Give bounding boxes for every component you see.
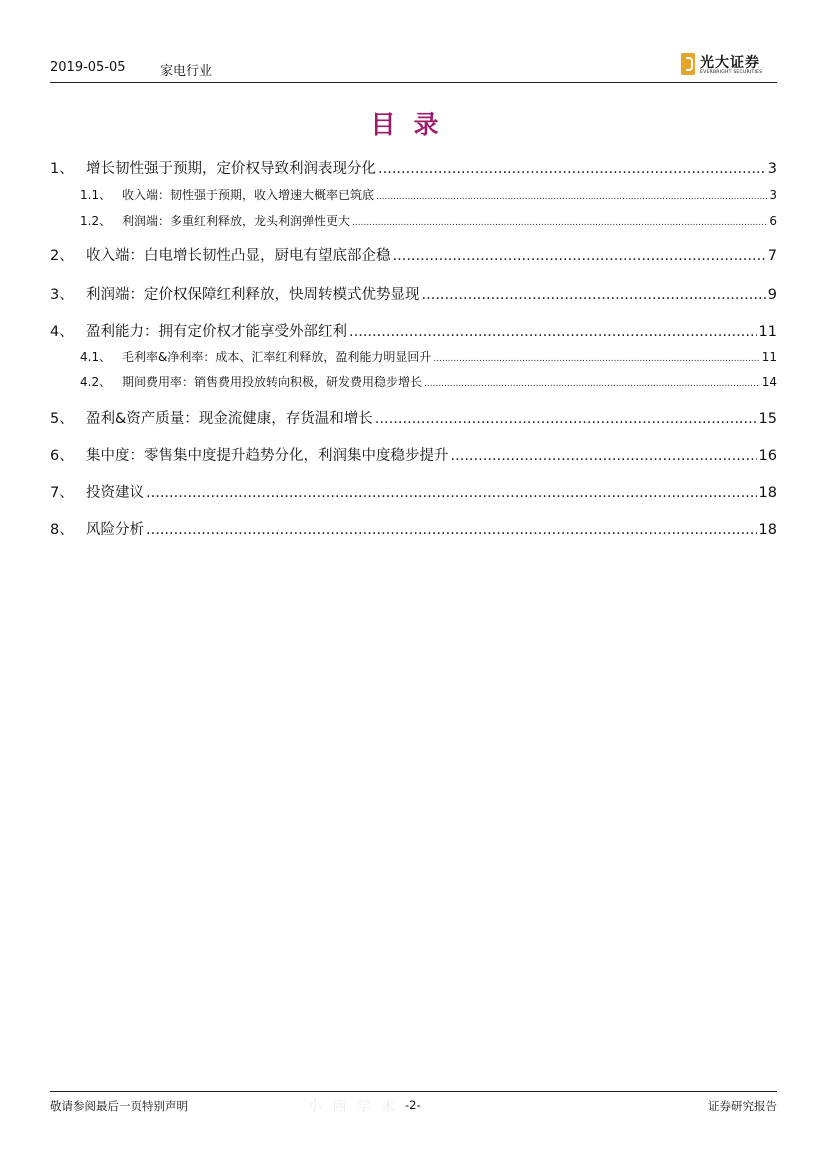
- toc-entry-page: 18: [758, 485, 777, 501]
- toc-entry-title: 投资建议: [86, 485, 144, 501]
- toc-entry[interactable]: [50, 373, 777, 390]
- toc-entry-title: 收入端：韧性强于预期，收入增速大概率已筑底: [122, 188, 375, 202]
- report-date: 2019-05-05: [50, 60, 126, 75]
- toc-entry[interactable]: [50, 481, 777, 502]
- toc-entry[interactable]: [50, 444, 777, 465]
- toc-entry-page: 3: [769, 188, 777, 202]
- toc-entry-page: 11: [758, 324, 777, 340]
- toc-title: 目录: [370, 110, 457, 139]
- toc-entry-number: 1、: [50, 161, 74, 177]
- toc-leader-dots: [378, 161, 766, 177]
- toc-entry[interactable]: [50, 518, 777, 539]
- toc-entry-number: 1.2、: [80, 214, 112, 228]
- toc-entry-number: 2、: [50, 248, 74, 264]
- toc-entry-title: 收入端：白电增长韧性凸显，厨电有望底部企稳: [86, 248, 391, 264]
- company-logo: [681, 52, 773, 78]
- toc-entry-title: 盈利&资产质量：现金流健康，存货温和增长: [86, 411, 373, 427]
- toc-entry-page: 9: [767, 287, 777, 303]
- toc-entry-number: 4.2、: [80, 375, 112, 389]
- toc-entry[interactable]: [50, 348, 777, 365]
- toc-entry-number: 3、: [50, 287, 74, 303]
- toc-entry-number: 4、: [50, 324, 74, 340]
- toc-entry-title: 利润端：多重红利释放，龙头利润弹性更大: [122, 214, 351, 228]
- logo-name-cn: 光大证券: [700, 55, 760, 71]
- toc-leader-dots: [433, 350, 759, 364]
- watermark: 小 西 学 术: [308, 1099, 399, 1115]
- toc-leader-dots: [424, 375, 760, 389]
- toc-leader-dots: [146, 522, 757, 538]
- toc-entry[interactable]: [50, 407, 777, 428]
- toc-entry-title: 集中度：零售集中度提升趋势分化，利润集中度稳步提升: [86, 448, 449, 464]
- toc-entry-page: 18: [758, 522, 777, 538]
- toc-entry-number: 7、: [50, 485, 74, 501]
- toc-entry[interactable]: [50, 186, 777, 203]
- page-number: -2-: [405, 1098, 421, 1112]
- toc-entry[interactable]: [50, 283, 777, 304]
- toc-entry-number: 8、: [50, 522, 74, 538]
- toc-entry-title: 风险分析: [86, 522, 144, 538]
- toc-entry[interactable]: [50, 157, 777, 178]
- toc-leader-dots: [352, 214, 767, 228]
- toc-leader-dots: [375, 411, 757, 427]
- toc-entry-title: 增长韧性强于预期，定价权导致利润表现分化: [86, 161, 376, 177]
- toc-entry-title: 盈利能力：拥有定价权才能享受外部红利: [86, 324, 347, 340]
- report-type: 证券研究报告: [708, 1099, 777, 1113]
- toc-entry-page: 15: [758, 411, 777, 427]
- toc-leader-dots: [451, 448, 757, 464]
- toc-entry[interactable]: [50, 244, 777, 265]
- toc-entry-page: 14: [761, 375, 777, 389]
- toc-leader-dots: [349, 324, 757, 340]
- disclaimer-note: 敬请参阅最后一页特别声明: [50, 1099, 188, 1113]
- toc-entry-number: 4.1、: [80, 350, 112, 364]
- toc-entry-number: 5、: [50, 411, 74, 427]
- page-header: [50, 52, 777, 83]
- logo-icon: [681, 53, 695, 75]
- page-footer: [50, 1091, 777, 1120]
- toc-entry-number: 1.1、: [80, 188, 112, 202]
- toc-entry[interactable]: [50, 320, 777, 341]
- toc-leader-dots: [376, 188, 767, 202]
- toc-entry-title: 期间费用率：销售费用投放转向积极，研发费用稳步增长: [122, 375, 423, 389]
- industry-label: 家电行业: [160, 64, 213, 79]
- toc-entry-page: 7: [767, 248, 777, 264]
- toc-entry-title: 毛利率&净利率：成本、汇率红利释放，盈利能力明显回升: [122, 350, 432, 364]
- logo-name-en: EVERBRIGHT SECURITIES: [700, 70, 763, 75]
- toc-entry-number: 6、: [50, 448, 74, 464]
- toc-entry-page: 6: [769, 214, 777, 228]
- toc-leader-dots: [393, 248, 766, 264]
- toc-entry-title: 利润端：定价权保障红利释放，快周转模式优势显现: [86, 287, 420, 303]
- toc-entry-page: 11: [761, 350, 777, 364]
- toc-entry-page: 3: [767, 161, 777, 177]
- toc-leader-dots: [422, 287, 766, 303]
- toc-leader-dots: [146, 485, 757, 501]
- toc-entry[interactable]: [50, 212, 777, 229]
- toc-entry-page: 16: [758, 448, 777, 464]
